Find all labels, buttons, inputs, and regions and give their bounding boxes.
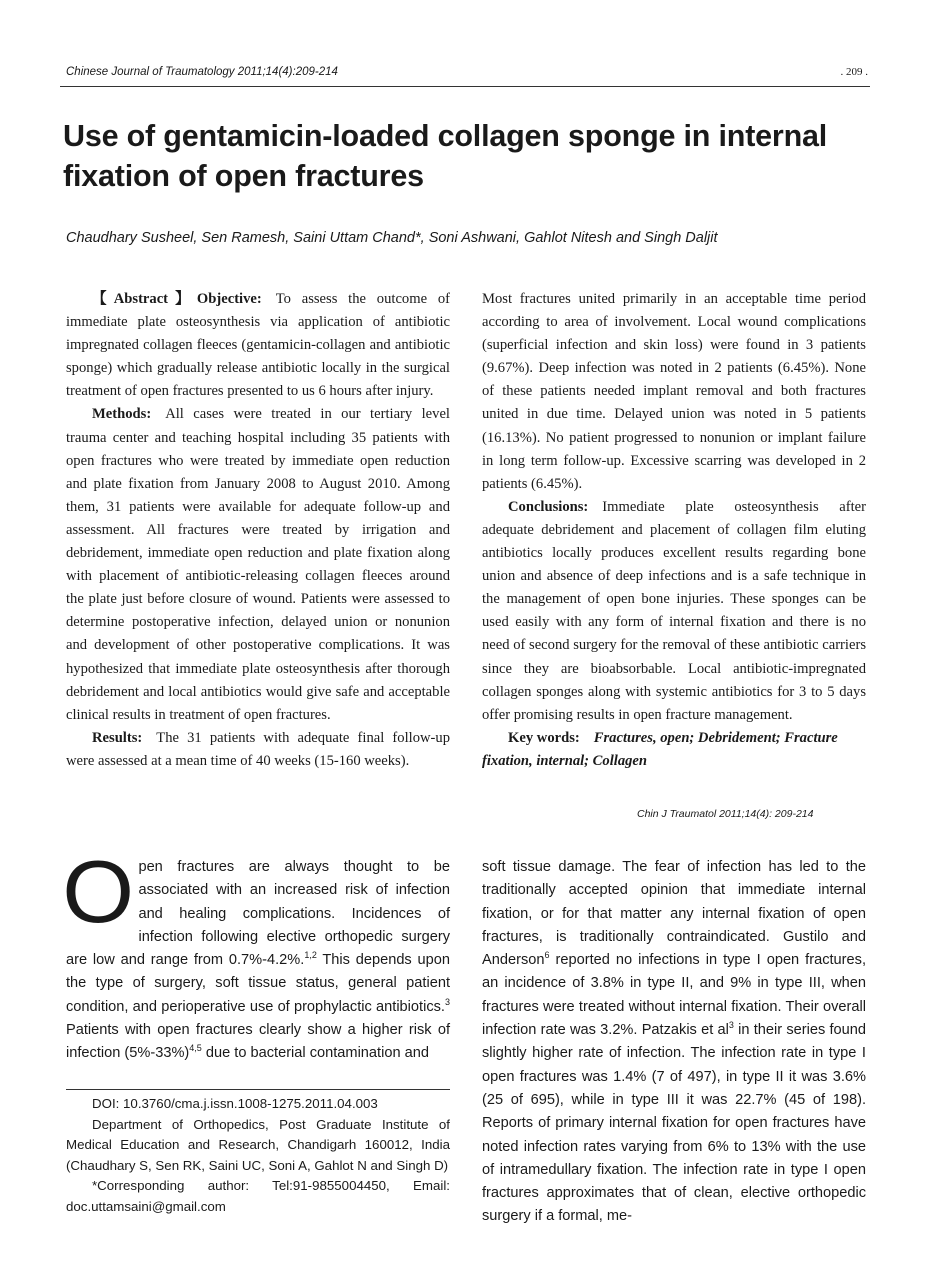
- citation: Chin J Traumatol 2011;14(4): 209-214: [637, 808, 814, 820]
- citation-ref: 1,2: [304, 950, 317, 961]
- intro-paragraph: [62, 842, 450, 1066]
- abstract-left-column: [66, 288, 450, 773]
- doi: DOI: 10.3760/cma.j.issn.1008-1275.2011.04.003: [92, 1096, 378, 1111]
- drop-cap: O: [62, 842, 135, 941]
- article-title: Use of gentamicin-loaded collagen sponge in internal fixation of open fractures: [63, 119, 828, 193]
- body-text: in their series found slightly higher rate of infection. The infection rate in type I open fractures was 1.4% (7 of 497), in type II it was 3.6% (25 of 695), while in type III it was 22.7% (45 of 198). Reports of primary internal fixation for open fractures have noted infection rates varying from 6% to 13% with the use of intramedullary fixation. The infection rate in type I open fractures approximates that of clean, elective orthopedic surgery if a formal, me-: [482, 1022, 866, 1225]
- citation-ref: 6: [544, 950, 550, 961]
- abstract-objective: [66, 288, 450, 403]
- citation-ref: 3: [728, 1020, 734, 1031]
- conclusions-text: Immediate plate osteosynthesis after adequate debridement and placement of collagen film eluting antibiotics locally produces excellent results regarding bone union and absence of deep infections and is a safe technique in the management of open bone injuries. These sponges can be used easily with any form of internal fixation and there is no need of second surgery for the removal of these antibiotic carriers since they are bioabsorbable. Local antibiotic-impregnated collagen sponges along with systemic antibiotics for 3 to 5 days offer promising results in open fracture management.: [482, 498, 866, 723]
- affiliation: Department of Orthopedics, Post Graduate Institute of Medical Education and Research, Chandigarh 160012, India (Chaudhary S, Sen RK, Saini UC, Soni A, Gahlot N and Singh D): [66, 1116, 450, 1173]
- intro-paragraph-continued: [482, 856, 866, 1229]
- abstract-heading: 【Abstract】: [92, 291, 197, 307]
- body-right-column: [482, 856, 866, 1229]
- body-text: reported no infections in type I open fractures, an incidence of 3.8% in type II, and 9% in type III, when fractures were treated without internal fixation. Their overall infection rate was 3.2%. Patzakis et al: [482, 952, 866, 1039]
- running-header: [66, 66, 868, 78]
- methods-label: Methods:: [92, 406, 152, 423]
- body-text: due to bacterial contamination and: [201, 1045, 429, 1062]
- abstract-results: [66, 727, 450, 773]
- results-text: The 31 patients with adequate final follow-up were assessed at a mean time of 40 weeks (15-160 weeks).: [66, 729, 450, 769]
- results-text-continued: Most fractures united primarily in an acceptable time period according to area of involvement. Local wound complications (superficial infection and skin loss) were found in 3 patients (9.67%). Deep infection was noted in 2 patients (6.45%). None of these patients needed implant removal and both fractures united in due time. Delayed union was noted in 5 patients (16.13%). No patient progressed to nonunion or implant failure in long term follow-up. Excessive scarring was developed in 2 patients (6.45%).: [482, 291, 866, 492]
- abstract-keywords: [482, 727, 866, 773]
- page-number: . 209 .: [840, 66, 868, 78]
- footnote-divider: [66, 1089, 450, 1090]
- objective-text: To assess the outcome of immediate plate osteosynthesis via application of antibiotic impregnated collagen fleeces (gentamicin-collagen and antibiotic sponge) which gradually release antibiotic locally in the surgical treatment of open fractures presented to us 6 hours after injury.: [66, 291, 450, 400]
- abstract-methods: [66, 403, 450, 726]
- citation-ref: 4,5: [189, 1043, 202, 1054]
- keywords-text: Fractures, open; Debridement; Fracture fixation, internal; Collagen: [482, 729, 838, 769]
- header-divider: [60, 86, 870, 87]
- body-text: soft tissue damage. The fear of infection has led to the traditionally accepted opinion that immediate internal fixation, or for that matter any internal fixation of open fractures, is traditionally contraindicated. Gustilo and Anderson: [482, 859, 866, 969]
- citation-ref: 3: [444, 996, 450, 1007]
- objective-label: Objective:: [196, 291, 262, 307]
- body-text: Patients with open fractures clearly show a higher risk of infection (5%-33%): [66, 1022, 450, 1062]
- keywords-label: Key words:: [508, 729, 580, 746]
- corresponding-author: *Corresponding author: Tel:91-9855004450, Email: doc.uttamsaini@gmail.com: [66, 1178, 450, 1214]
- footnotes: [66, 1094, 450, 1217]
- methods-text: All cases were treated in our tertiary level trauma center and teaching hospital including 35 patients with open fractures who were treated by immediate open reduction and plate fixation from January 2008 to August 2010. Among them, 31 patients were available for adequate follow-up and assessment. All fractures were treated by irrigation and debridement, immediate open reduction and plate fixation along with placement of antibiotic-releasing collagen fleeces around the plate just before closure of wound. Patients were assessed to determine postoperative infection, delayed union or nonunion and development of other postoperative complications. It was hypothesized that immediate plate osteosynthesis after thorough debridement and local antibiotics would give safe and acceptable clinical results in treatment of open fractures.: [66, 406, 450, 723]
- abstract-conclusions: [482, 496, 866, 727]
- results-label: Results:: [92, 729, 143, 746]
- author-list: Chaudhary Susheel, Sen Ramesh, Saini Uttam Chand*, Soni Ashwani, Gahlot Nitesh and Singh Daljit: [66, 230, 718, 246]
- abstract-right-column: [482, 288, 866, 773]
- abstract-results-continued: [482, 288, 866, 496]
- body-text: This depends upon the type of surgery, soft tissue status, general patient condition, and perioperative use of prophylactic antibiotics.: [66, 952, 450, 1015]
- body-text: pen fractures are always thought to be associated with an increased risk of infection and healing complications. Incidences of infection following elective orthopedic surgery are low and range from 0.7%-4.2%.: [66, 859, 450, 969]
- conclusions-label: Conclusions:: [508, 498, 589, 515]
- body-left-column: [62, 842, 450, 1066]
- journal-header: Chinese Journal of Traumatology 2011;14(4):209-214: [66, 66, 338, 78]
